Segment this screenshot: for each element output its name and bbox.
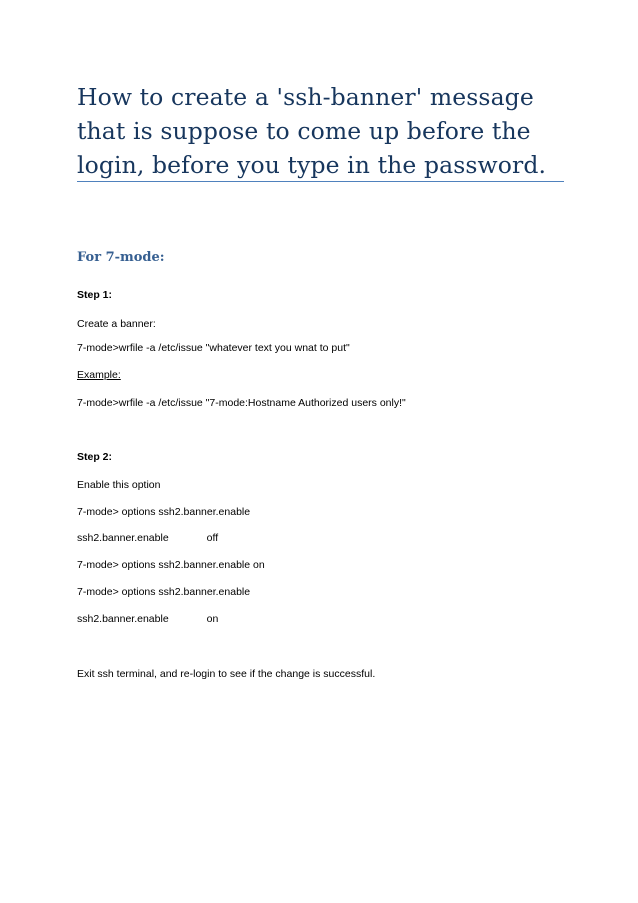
step1-text: Create a banner: [77, 318, 156, 330]
document-title [77, 80, 577, 182]
step2-command-3: 7-mode> options ssh2.banner.enable [77, 586, 251, 598]
closing-text: Exit ssh terminal, and re-login to see if the change is successful. [77, 668, 376, 680]
step2-command-2: 7-mode> options ssh2.banner.enable on [77, 559, 265, 571]
output-2-key: ssh2.banner.enable [77, 613, 169, 625]
step2-output-1 [77, 532, 218, 544]
step2-command-1: 7-mode> options ssh2.banner.enable [77, 506, 251, 518]
example-label: Example: [77, 369, 121, 381]
step2-label: Step 2: [77, 451, 113, 463]
section-heading: For 7-mode: [77, 250, 165, 265]
step2-output-2 [77, 613, 218, 625]
title-line-1: How to create a 'ssh-banner' message [77, 83, 534, 111]
output-1-value: off [206, 532, 219, 544]
output-2-value: on [206, 613, 219, 625]
step1-command: 7-mode>wrfile -a /etc/issue "whatever text you wnat to put" [77, 342, 350, 354]
step1-label: Step 1: [77, 289, 113, 301]
step2-text: Enable this option [77, 479, 161, 491]
output-1-key: ssh2.banner.enable [77, 532, 169, 544]
title-underline [77, 181, 564, 182]
title-line-2: that is suppose to come up before the [77, 117, 531, 145]
example-command: 7-mode>wrfile -a /etc/issue "7-mode:Hostname Authorized users only!" [77, 397, 406, 409]
title-line-3: login, before you type in the password. [77, 151, 547, 179]
